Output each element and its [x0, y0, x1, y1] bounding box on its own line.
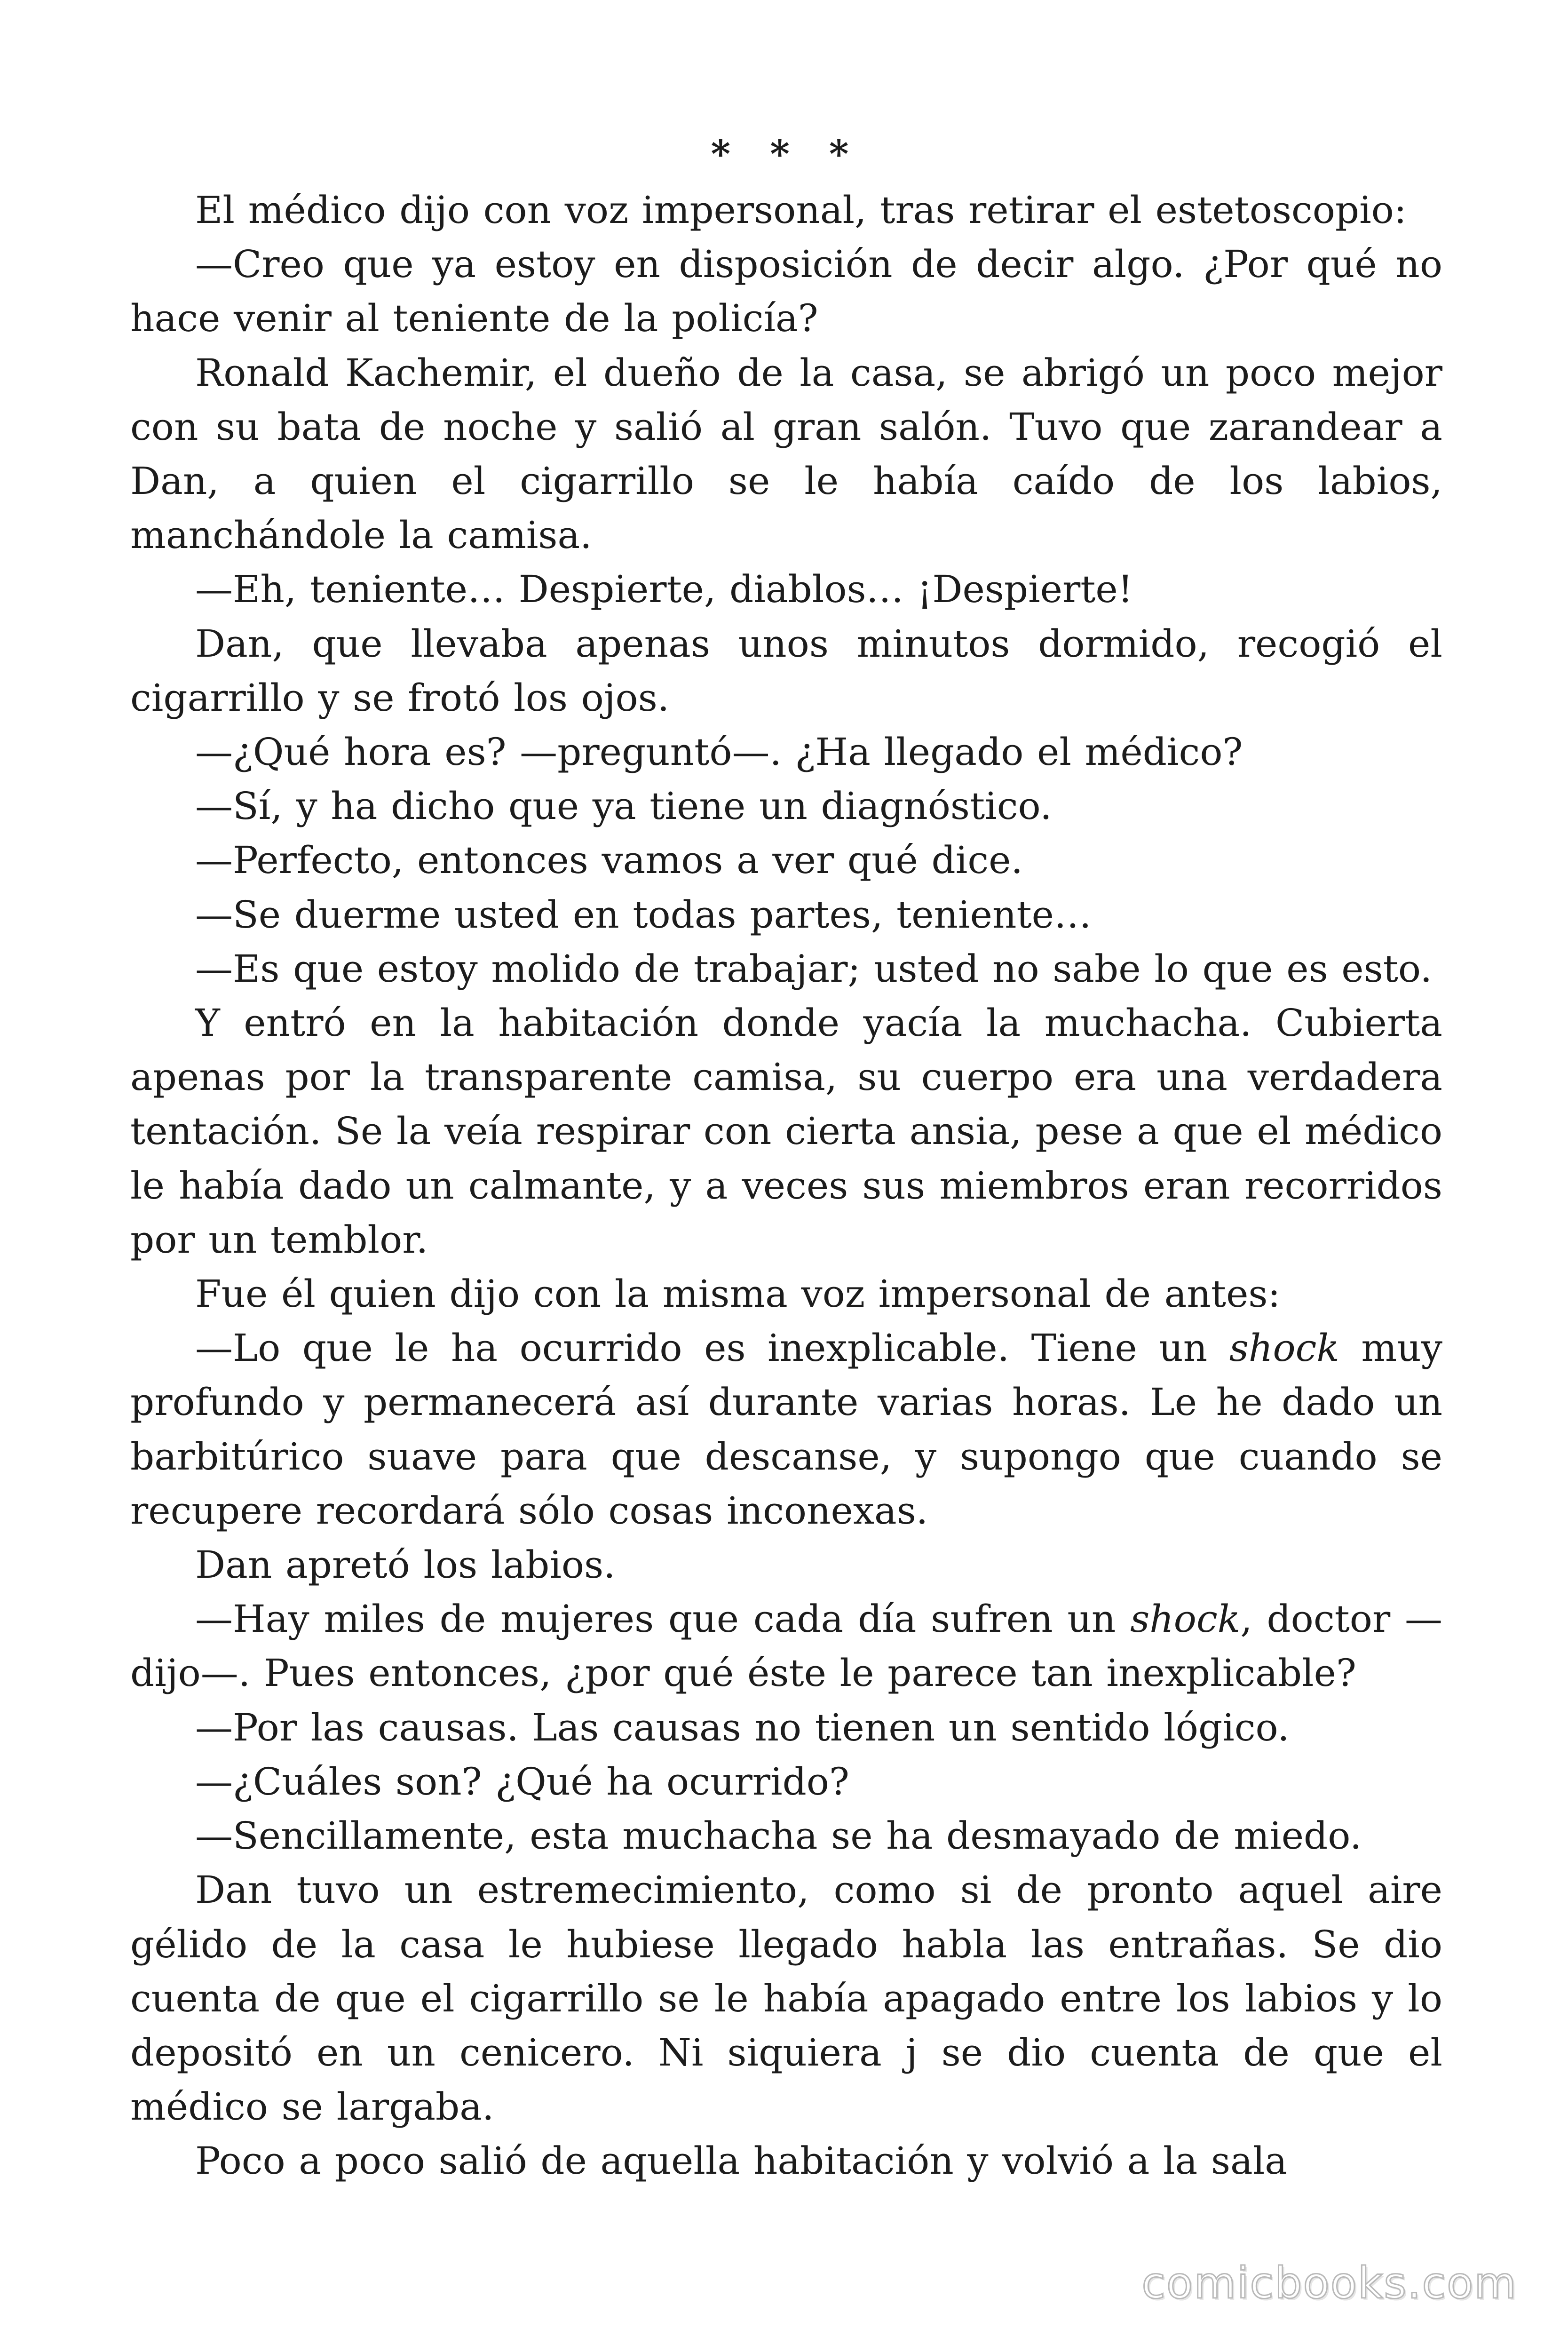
paragraph — [130, 617, 1442, 725]
text-run: —Creo que ya estoy en disposición de decir algo. ¿Por qué no hace venir al teniente de la policía? — [130, 242, 1442, 341]
text-run: —¿Cuáles son? ¿Qué ha ocurrido? — [195, 1759, 849, 1804]
text-run: Dan tuvo un estremecimiento, como si de pronto aquel aire gélido de la casa le hubiese llegado habla las entrañas. Se dio cuenta de que el cigarrillo se le había apagado entre los labios y lo depositó en un cenicero. Ni siquiera j se dio cuenta de que el médico se largaba. — [130, 1868, 1442, 2129]
paragraph — [130, 1809, 1442, 1863]
watermark: comicbooks.com — [1141, 2258, 1517, 2308]
paragraph — [130, 996, 1442, 1267]
page-text-block — [130, 127, 1442, 2188]
paragraph-list — [130, 183, 1442, 2188]
text-run: —Es que estoy molido de trabajar; usted no sabe lo que es esto. — [195, 946, 1433, 991]
text-run: —Eh, teniente… Despierte, diablos… ¡Despierte! — [195, 567, 1133, 612]
scene-break: * * * — [711, 132, 862, 176]
paragraph — [130, 1592, 1442, 1700]
text-run: Fue él quien dijo con la misma voz impersonal de antes: — [195, 1272, 1281, 1316]
paragraph — [130, 237, 1442, 345]
text-run: Y entró en la habitación donde yacía la muchacha. Cubierta apenas por la transparente camisa, su cuerpo era una verdadera tentación. Se la veía respirar con cierta ansia, pese a que el médico le había dado un calmante, y a veces sus miembros eran recorridos por un temblor. — [130, 1001, 1442, 1262]
text-run: —Sencillamente, esta muchacha se ha desmayado de miedo. — [195, 1814, 1362, 1858]
text-run: Poco a poco salió de aquella habitación y volvió a la sala — [195, 2139, 1287, 2183]
text-run: El médico dijo con voz impersonal, tras retirar el estetoscopio: — [195, 188, 1407, 232]
paragraph — [130, 1321, 1442, 1538]
text-run: Ronald Kachemir, el dueño de la casa, se abrigó un poco mejor con su bata de noche y salió al gran salón. Tuvo que zarandear a Dan, a quien el cigarrillo se le había caído de los labios, manchándole la camisa. — [130, 350, 1442, 557]
paragraph — [130, 833, 1442, 887]
text-run: —Lo que le ha ocurrido es inexplicable. Tiene un — [195, 1326, 1229, 1370]
text-run: —¿Qué hora es? —preguntó—. ¿Ha llegado el médico? — [195, 730, 1243, 774]
paragraph — [130, 1755, 1442, 1809]
paragraph — [130, 346, 1442, 563]
paragraph — [130, 562, 1442, 616]
italic-run: shock — [1130, 1597, 1241, 1641]
text-run: —Se duerme usted en todas partes, teniente… — [195, 892, 1092, 937]
paragraph — [130, 1538, 1442, 1592]
paragraph — [130, 2134, 1442, 2188]
paragraph — [130, 183, 1442, 237]
text-run: , doctor —dijo—. Pues entonces, ¿por qué éste le parece tan inexplicable? — [130, 1597, 1442, 1695]
text-run: —Sí, y ha dicho que ya tiene un diagnóstico. — [195, 784, 1052, 828]
paragraph — [130, 888, 1442, 942]
text-run: —Por las causas. Las causas no tienen un sentido lógico. — [195, 1705, 1290, 1749]
text-run: muy profundo y permanecerá así durante varias horas. Le he dado un barbitúrico suave para que descanse, y supongo que cuando se recupere recordará sólo cosas inconexas. — [130, 1326, 1442, 1533]
paragraph — [130, 1863, 1442, 2134]
text-run: —Hay miles de mujeres que cada día sufren un — [195, 1597, 1131, 1641]
text-run: Dan apretó los labios. — [195, 1543, 616, 1587]
text-run: Dan, que llevaba apenas unos minutos dormido, recogió el cigarrillo y se frotó los ojos. — [130, 621, 1442, 720]
paragraph — [130, 725, 1442, 779]
italic-run: shock — [1229, 1326, 1339, 1370]
text-run: —Perfecto, entonces vamos a ver qué dice. — [195, 838, 1023, 882]
paragraph — [130, 779, 1442, 833]
paragraph — [130, 1267, 1442, 1321]
paragraph — [130, 942, 1442, 996]
paragraph — [130, 1700, 1442, 1755]
